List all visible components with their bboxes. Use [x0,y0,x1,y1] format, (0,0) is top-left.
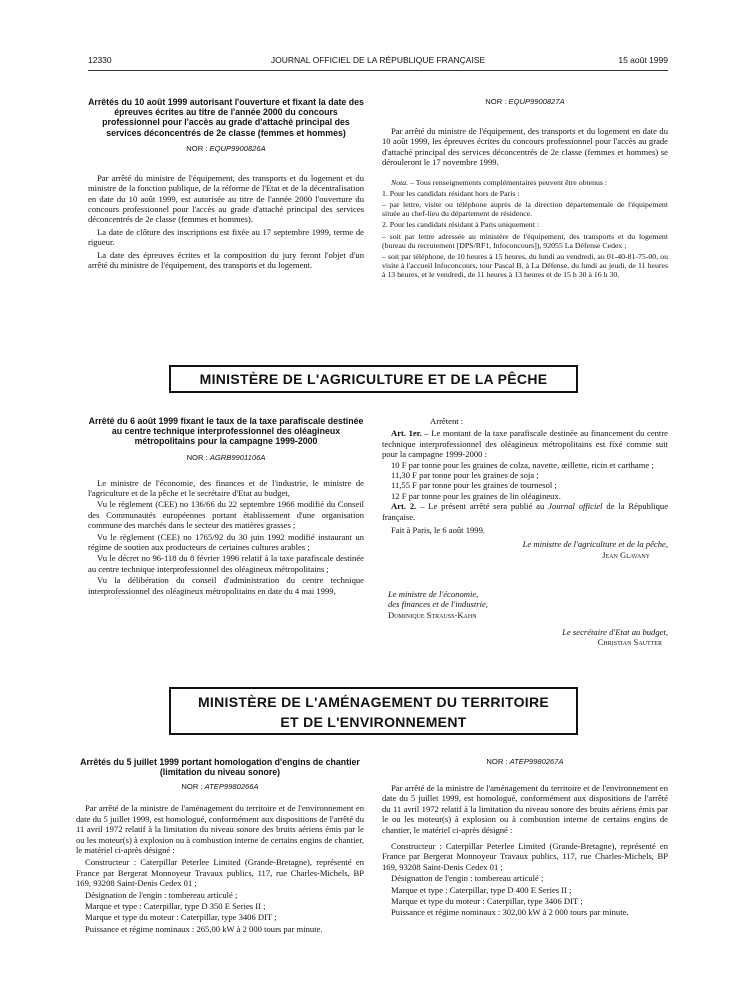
signature-agriculture: Le ministre de l'agriculture et de la pêche, Jean Glavany [522,539,668,560]
article-title: Arrêtés du 5 juillet 1999 portant homologation d'engins de chantier (limitation du niveau sonore) [80,757,360,778]
nor-label: NOR : [186,143,208,153]
paragraph: Puissance et régime nominaux : 265,00 kW à 2 000 tours par minute. [85,923,323,934]
note-label: Nota. [391,177,409,187]
paragraph: Désignation de l'engin : tombereau articulé ; [391,873,544,884]
paragraph: Par arrêté de la ministre de l'aménagement du territoire et de l'environnement en date du 5 juillet 1999, est homologué, conformément aux dispositions de l'arrêté du 11 avril 1972 relatif à la limitation du niveau sonore des bruits aériens émis par le ou les moteur(s) à explosion ou à combustion interne de certains engins de chantier, le matériel ci-après désigné : [382,783,668,835]
block-agriculture-preamble [88,416,364,596]
done-at: Fait à Paris, le 6 août 1999. [391,525,486,536]
paragraph: Puissance et régime nominaux : 302,00 kW à 2 000 tours par minute. [391,907,629,918]
paragraph: Le ministre de l'économie, des finances et de l'industrie, le ministre de l'agriculture et de la pêche et le secrétaire d'Etat au budget, [88,477,364,499]
page-number: 12330 [88,55,112,65]
rate-line: 12 F par tonne pour les graines de lin oléagineux. [391,490,561,501]
arretent: Arrêtent : [430,416,464,426]
rate-line: 11,30 F par tonne pour les graines de soja ; [391,470,539,481]
note-intro: Nota. – Tous renseignements complémentaires peuvent être obtenus : [391,177,608,187]
paragraph: Constructeur : Caterpillar Peterlee Limited (Grande-Bretagne), représenté en France par Bergerat Monnoyeur Travaux publics, 117, rue Charles-Michels, BP 169, 93208 Saint-Denis Cedex 01 ; [76,857,364,889]
paragraph: La date des épreuves écrites et la composition du jury feront l'objet d'un arrêté du ministre de l'équipement, des transports et du logement. [88,249,364,271]
block-equipement-2 [382,97,668,280]
block-agriculture-articles [382,416,668,560]
issue-date: 15 août 1999 [618,55,668,65]
block-homologation-2 [382,757,668,918]
paragraph: Marque et type : Caterpillar, type D 350 E Series II ; [85,901,266,912]
article-title: Arrêtés du 10 août 1999 autorisant l'ouverture et fixant la date des épreuves écrites au titre de l'année 2000 du concours professionnel pour l'accès au grade d'attaché principal des services déconcentrés de 2e classe (femmes et hommes) [88,97,364,138]
note-item: 2. Pour les candidats résidant à Paris uniquement : [382,220,539,230]
paragraph: Vu le règlement (CEE) no 1765/92 du 30 juin 1992 modifié instaurant un régime de soutien aux producteurs de certaines cultures arables ; [88,531,364,553]
nor-reference [88,453,364,462]
nor-code: EQUP9900827A [508,97,565,106]
paragraph: Vu le règlement (CEE) no 136/66 du 22 septembre 1966 modifié du Conseil des Communautés européennes portant établissement d'une organisation commune des marchés dans le secteur des matières grasses ; [88,499,364,531]
nor-code: EQUP9900826A [209,143,266,153]
article-label: Art. 2. [391,501,417,512]
note-item: – par lettre, visite ou téléphone auprès de la direction départementale de l'équipement située au chef-lieu du département de résidence. [382,200,668,219]
nor-reference [382,757,668,766]
paragraph: Par arrêté du ministre de l'équipement, des transports et du logement en date du 10 août 1999, les épreuves écrites du concours professionnel pour l'accès au grade d'attaché principal des services déconcentrés de 2e classe (femmes et hommes) se dérouleront le 17 novembre 1999. [382,126,668,168]
note-item: 1. Pour les candidats résidant hors de Paris : [382,188,520,198]
paragraph: Par arrêté du ministre de l'équipement, des transports et du logement et du ministre de la fonction publique, de la réforme de l'Etat et de la décentralisation en date du 10 août 1999, est autorisée au titre de l'année 2000 l'ouverture du concours professionnel pour l'accès au grade d'attaché principal des services déconcentrés de 2e classe (femmes et hommes). [88,172,364,225]
rate-line: 10 F par tonne pour les graines de colza, navette, œillette, ricin et carthame ; [391,459,654,470]
article-title: Arrêté du 6 août 1999 fixant le taux de la taxe parafiscale destinée au centre technique interprofessionnel des oléagineux métropolitains pour la campagne 1999-2000 [88,416,364,447]
note-item: – soit par téléphone, de 10 heures à 15 heures, du lundi au vendredi, au 01-40-81-75-00, ou visite à l'accueil Infoconcours, tour Pascal B, à La Défense, du lundi au jeudi, de 11 heures à 13 heures, et le vendredi, de 11 heures à 13 heures et de 15 h 30 à 16 h 30. [382,252,668,280]
nor-label: NOR : [181,782,203,792]
nor-reference [76,782,364,791]
paragraph: La date de clôture des inscriptions est fixée au 17 septembre 1999, terme de rigueur. [88,226,364,248]
nor-reference [382,97,668,106]
journal-title: JOURNAL OFFICIEL DE LA RÉPUBLIQUE FRANÇAISE [270,55,486,65]
paragraph: Par arrêté de la ministre de l'aménagement du territoire et de l'environnement en date du 5 juillet 1999, est homologué, conformément aux dispositions de l'arrêté du 11 avril 1972 relatif à la limitation du niveau sonore des bruits aériens émis par le ou les moteur(s) à explosion ou à combustion interne de certains engins de chantier, le matériel ci-après désigné : [76,803,364,856]
paragraph: Vu la délibération du conseil d'administration du centre technique interprofessionnel des oléagineux métropolitains en date du 4 mai 1999, [88,575,364,596]
rate-line: 11,55 F par tonne pour les graines de tournesol ; [391,480,557,491]
nor-label: NOR : [186,452,208,462]
block-equipement-1 [88,97,364,270]
paragraph: Marque et type du moteur : Caterpillar, type 3406 DIT ; [85,912,277,923]
nor-code: AGRB9901106A [209,452,266,462]
paragraph: Constructeur : Caterpillar Peterlee Limited (Grande-Bretagne), représenté en France par Bergerat Monnoyeur Travaux publics, 117, rue Charles-Michels, BP 169, 93208 Saint-Denis Cedex 01 ; [382,841,668,872]
paragraph: Vu le décret no 96-118 du 8 février 1996 relatif à la taxe parafiscale destinée au centre technique interprofessionnel des oléagineux métropolitains ; [88,553,364,574]
paragraph: Marque et type du moteur : Caterpillar, type 3406 DIT ; [391,896,583,907]
article-2: Art. 2. – Le présent arrêté sera publié au Journal officiel de la République française. [382,501,669,522]
nor-label: NOR : [486,757,508,766]
nor-code: ATEP9980267A [509,757,564,766]
note-item: – soit par lettre adressée au ministère de l'équipement, des transports et du logement (bureau du recrutement [DPS/RF1, Infoconcours]), 92055 La Défense Cedex ; [382,231,668,250]
ministry-heading-agriculture: MINISTÈRE DE L'AGRICULTURE ET DE LA PÊCHE [169,365,578,393]
article-label: Art. 1er. [391,428,422,439]
block-homologation-1 [76,757,364,934]
ministry-heading-amenagement: MINISTÈRE DE L'AMÉNAGEMENT DU TERRITOIRE ET DE L'ENVIRONNEMENT [169,687,578,735]
nor-label: NOR : [485,97,507,106]
paragraph: Marque et type : Caterpillar, type D 400 E Series II ; [391,884,572,895]
nor-code: ATEP9980266A [204,782,259,792]
signature-economie: Le ministre de l'économie, des finances et de l'industrie, Dominique Strauss-Kahn [388,589,488,620]
nor-reference [88,144,364,153]
article-1: Art. 1er. – Le montant de la taxe parafiscale destinée au financement du centre technique interprofessionnel des oléagineux métropolitains est fixé comme suit pour la campagne 1999-2000 : [382,428,668,460]
header-rule [88,70,668,71]
paragraph: Désignation de l'engin : tombereau articulé ; [85,889,238,900]
signature-budget: Le secrétaire d'Etat au budget, Christian Sautter [562,627,668,648]
